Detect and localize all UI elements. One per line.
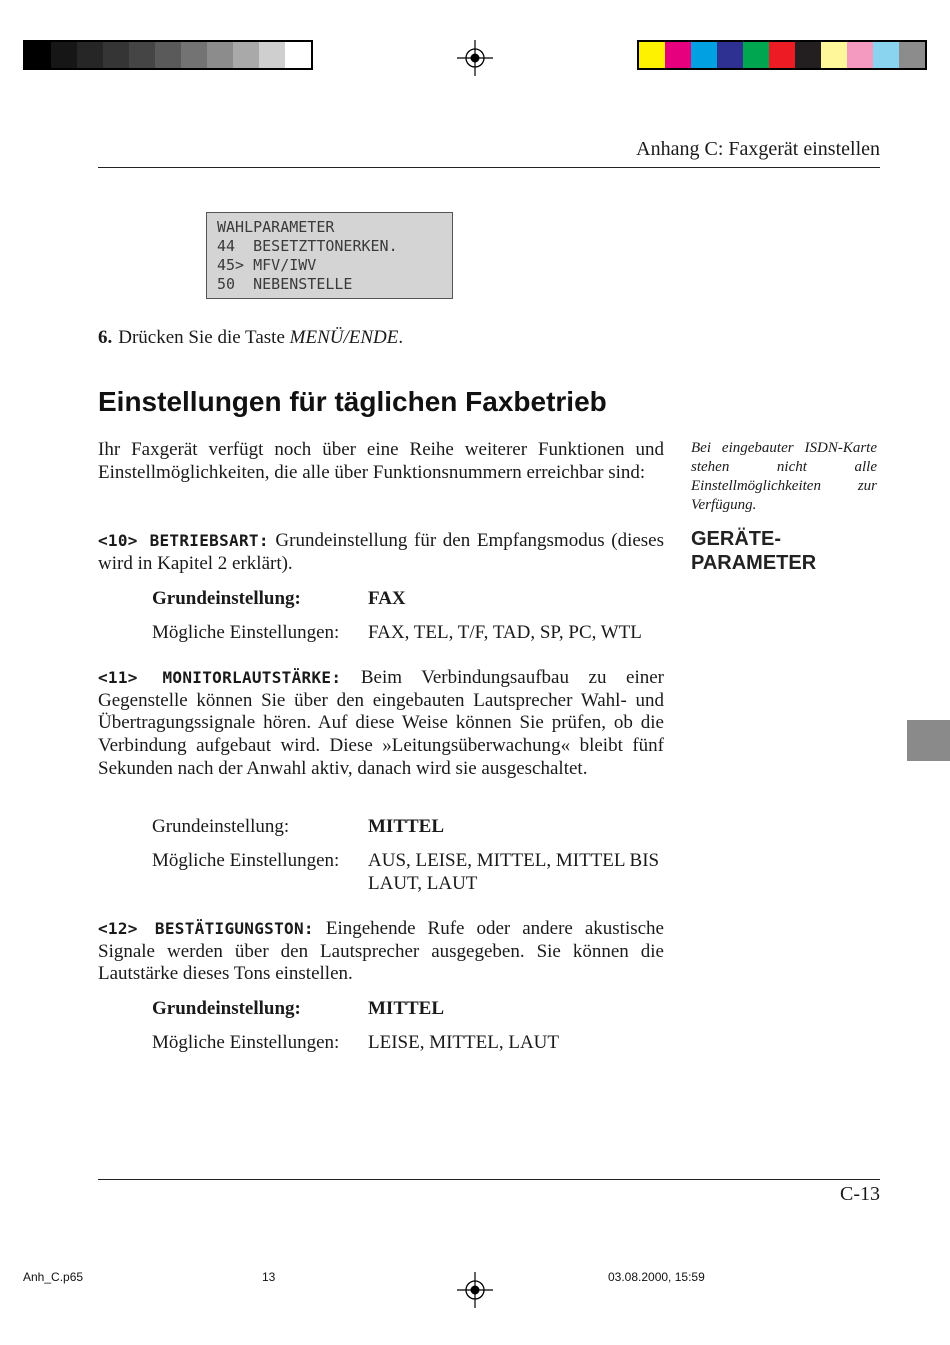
color-swatch	[691, 42, 717, 68]
lcd-line: 50 NEBENSTELLE	[217, 275, 353, 293]
default-label: Grundeinstellung:	[152, 588, 301, 609]
options-label: Mögliche Einstellungen:	[152, 622, 340, 643]
lcd-line: 44 BESETZTTONERKEN.	[217, 237, 398, 255]
color-swatch	[259, 42, 285, 68]
color-swatch	[25, 42, 51, 68]
color-swatch	[181, 42, 207, 68]
color-swatch	[155, 42, 181, 68]
function-paragraph	[98, 667, 664, 781]
color-swatch	[847, 42, 873, 68]
color-swatch	[639, 42, 665, 68]
color-swatch	[899, 42, 925, 68]
options-value: AUS, LEISE, MITTEL, MITTEL BIS LAUT, LAUT	[368, 850, 660, 894]
options-label: Mögliche Einstellungen:	[152, 1032, 340, 1053]
grayscale-calibration-bar	[23, 40, 313, 70]
function-code: <10> BETRIEBSART:	[98, 531, 269, 550]
function-paragraph	[98, 918, 664, 986]
default-value: MITTEL	[368, 816, 445, 837]
options-value: FAX, TEL, T/F, TAD, SP, PC, WTL	[368, 622, 642, 643]
registration-mark-icon	[457, 40, 493, 76]
function-paragraph	[98, 530, 664, 575]
options-label: Mögliche Einstellungen:	[152, 850, 340, 871]
footer-rule	[98, 1179, 880, 1180]
default-value: MITTEL	[368, 998, 445, 1019]
margin-heading-line: GERÄTE-	[691, 528, 781, 550]
section-title: Einstellungen für täglichen Faxbetrieb	[98, 386, 607, 417]
function-code: <12> BESTÄTIGUNGSTON:	[98, 919, 314, 938]
margin-note: Bei eingebauter ISDN-Karte stehen nicht alle Einstellmöglichkeiten zur Verfügung.	[691, 440, 877, 513]
lcd-line: 45> MFV/IWV	[217, 256, 317, 274]
step-number: 6.	[98, 327, 113, 348]
step-key-name: MENÜ/ENDE	[289, 327, 399, 348]
margin-heading-line: PARAMETER	[691, 552, 817, 574]
footer-timestamp: 03.08.2000, 15:59	[608, 1270, 705, 1284]
footer-filename: Anh_C.p65	[23, 1270, 84, 1284]
page-number: C-13	[840, 1183, 880, 1205]
color-swatch	[821, 42, 847, 68]
lcd-line: WAHLPARAMETER	[217, 218, 335, 236]
color-swatch	[129, 42, 155, 68]
default-label: Grundeinstellung:	[152, 998, 301, 1019]
color-calibration-bar	[637, 40, 927, 70]
step-text: Drücken Sie die Taste	[118, 327, 290, 348]
function-description: Grundeinstellung für den Empfangsmodus (dieses wird in Kapitel 2 erklärt).	[98, 530, 665, 574]
color-swatch	[207, 42, 233, 68]
footer-page: 13	[262, 1270, 276, 1284]
lcd-display	[206, 212, 453, 299]
color-swatch	[77, 42, 103, 68]
color-swatch	[665, 42, 691, 68]
color-swatch	[743, 42, 769, 68]
intro-paragraph: Ihr Faxgerät verfügt noch über eine Reihe weiterer Funktionen und Einstellmöglichkeiten, die alle über Funktionsnummern erreichbar sind:	[98, 439, 664, 483]
color-swatch	[795, 42, 821, 68]
color-swatch	[769, 42, 795, 68]
registration-mark-icon	[457, 1272, 493, 1308]
color-swatch	[717, 42, 743, 68]
color-swatch	[285, 42, 311, 68]
running-header: Anhang C: Faxgerät einstellen	[636, 138, 880, 160]
options-value: LEISE, MITTEL, LAUT	[368, 1032, 560, 1053]
color-swatch	[103, 42, 129, 68]
color-swatch	[873, 42, 899, 68]
function-description: Eingehende Rufe oder andere akustische Signale werden über den Lautsprecher ausgegeben. Sie können die Lautstärke dieses Tons einstellen.	[98, 918, 664, 985]
step-text-end: .	[398, 327, 404, 348]
margin-heading	[691, 527, 816, 575]
color-swatch	[51, 42, 77, 68]
header-rule	[98, 167, 880, 168]
default-value: FAX	[368, 588, 406, 609]
chapter-thumb-tab	[907, 720, 950, 761]
default-label: Grundeinstellung:	[152, 816, 290, 837]
function-code: <11> MONITORLAUTSTÄRKE:	[98, 668, 342, 687]
color-swatch	[233, 42, 259, 68]
instruction-step	[98, 327, 403, 349]
function-description: Beim Verbindungsaufbau zu einer Gegenstelle können Sie über den eingebauten Lautsprecher Wahl- und Übertragungssignale hören. Auf diese Weise können Sie prüfen, ob die Verbindung aufgebaut wird. Diese »Leitungsüberwachung« bleibt fünf Sekunden nach der Anwahl aktiv, danach wird sie ausgeschaltet.	[98, 667, 664, 779]
